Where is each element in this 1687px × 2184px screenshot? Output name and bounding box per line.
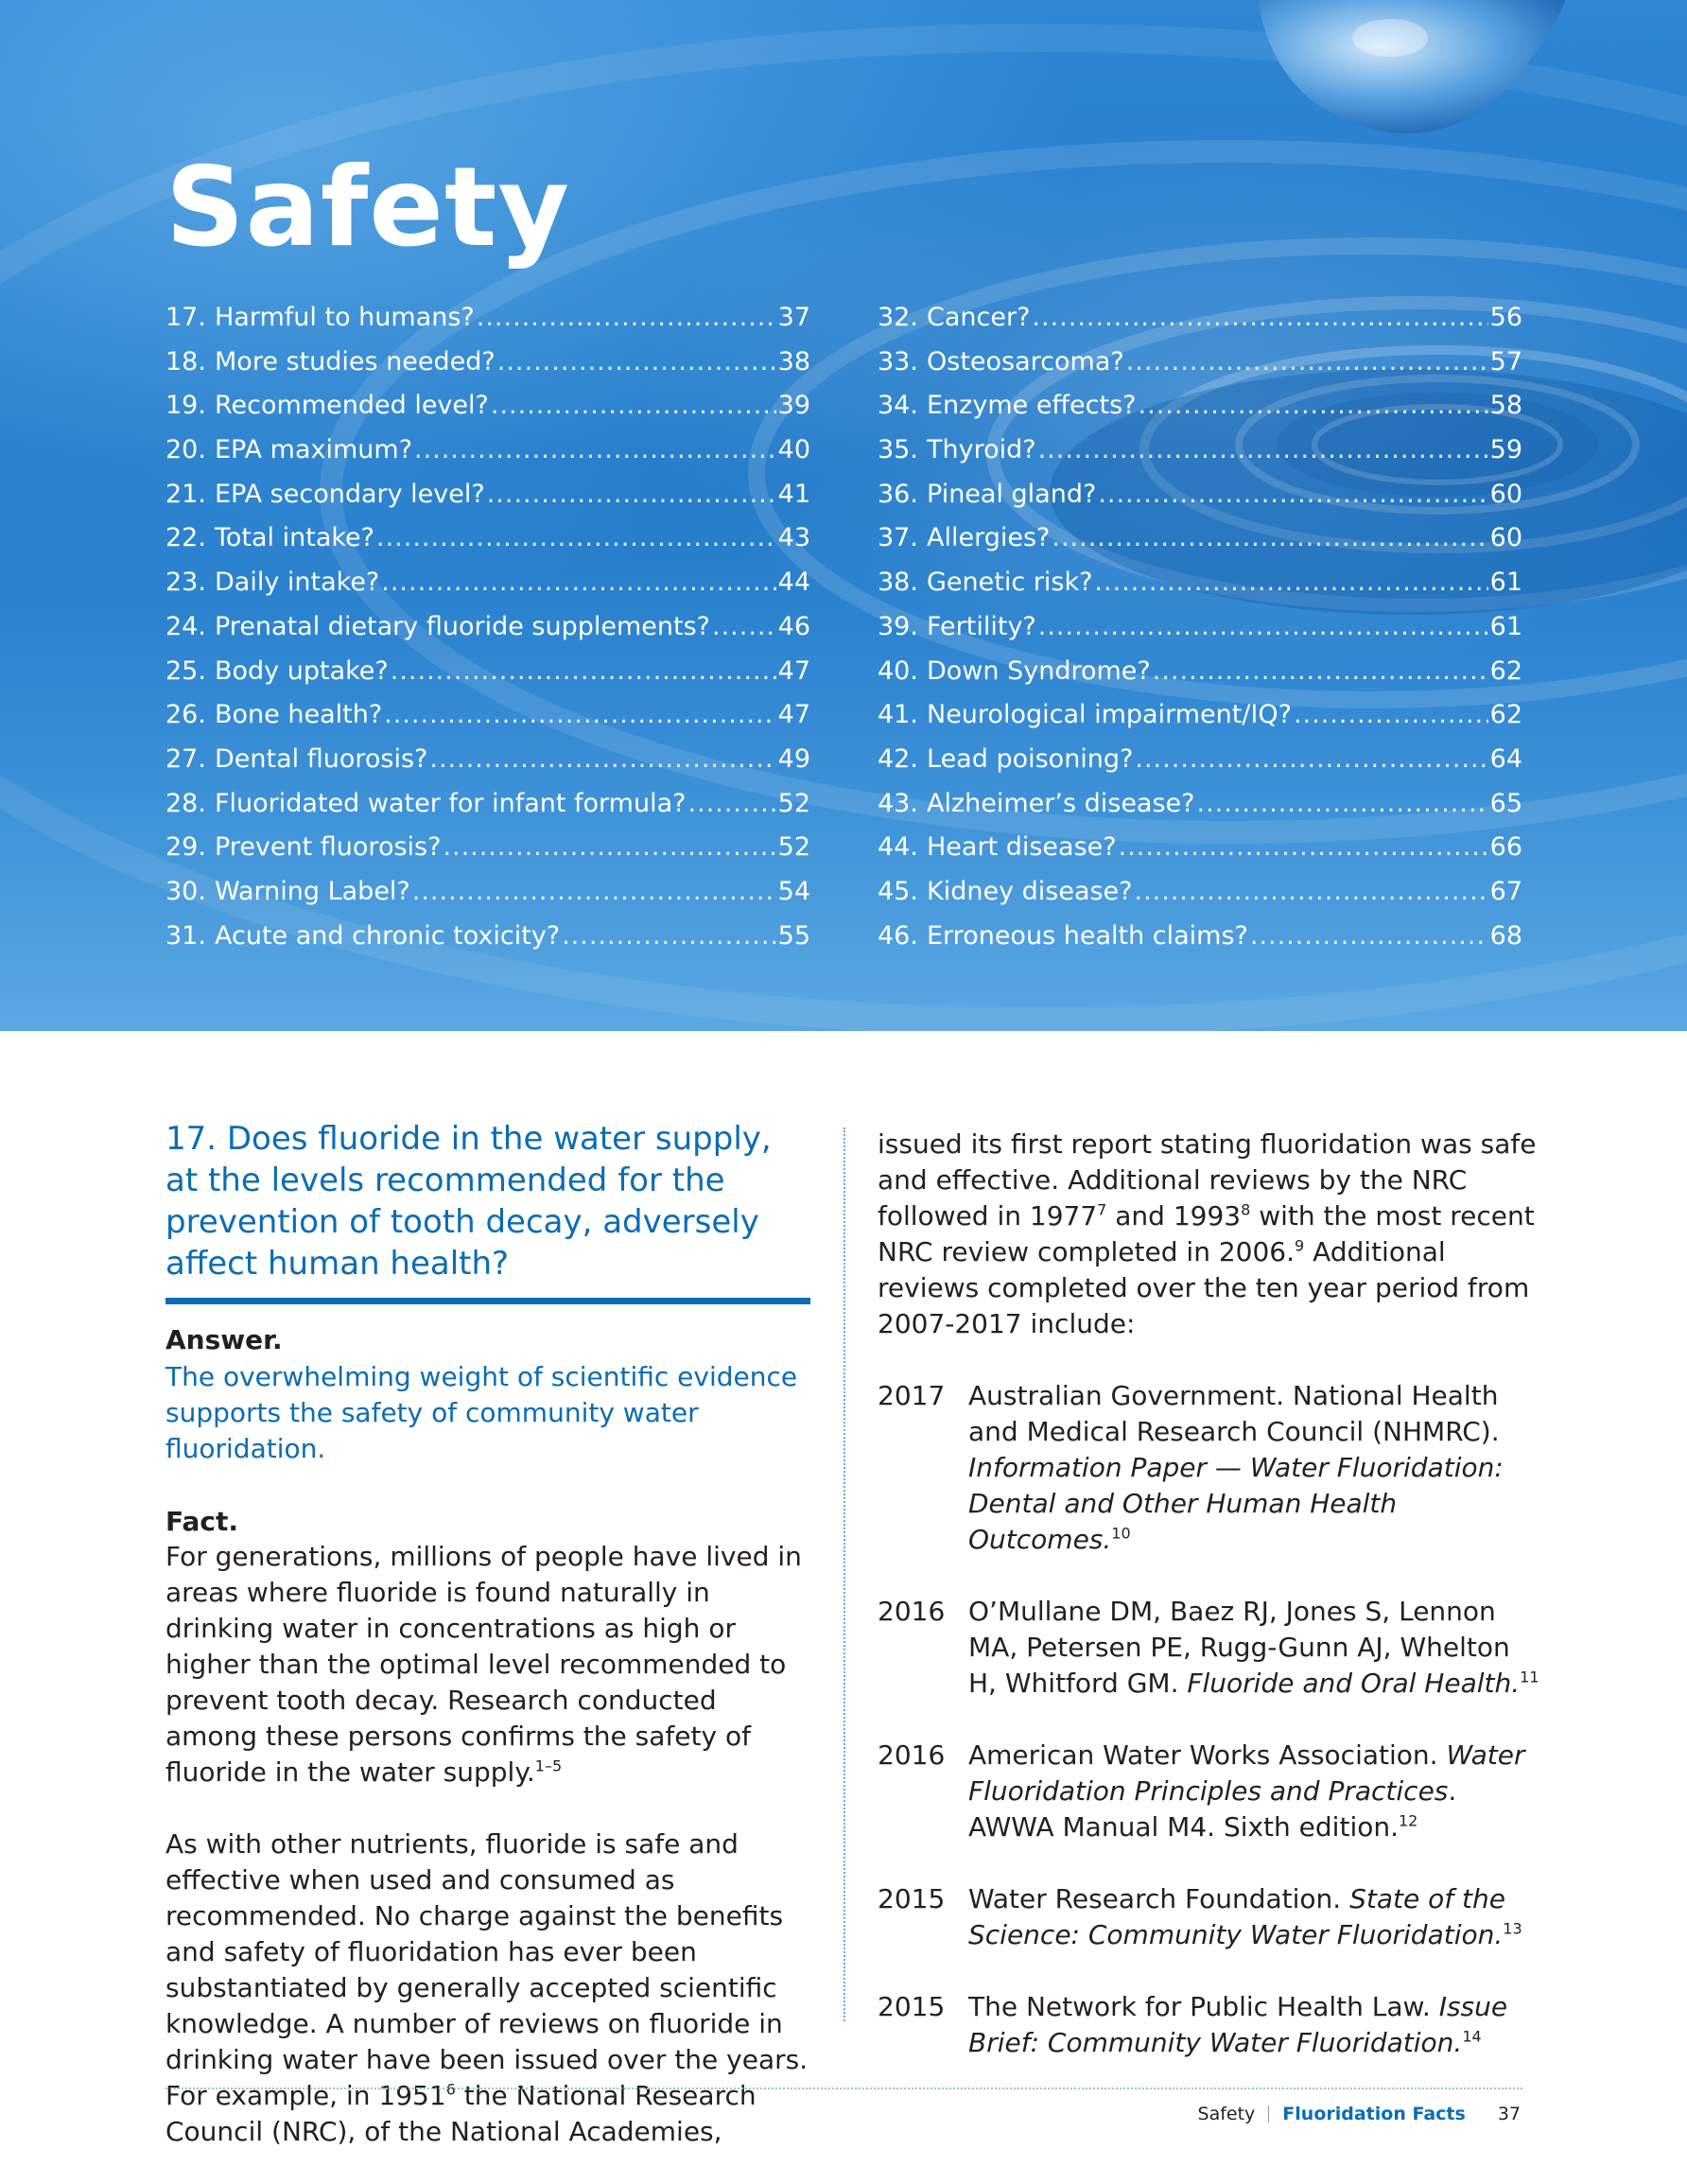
- toc-item-number: 43.: [878, 788, 918, 818]
- toc-item[interactable]: [878, 877, 1522, 921]
- toc-item-page: 47: [777, 655, 810, 686]
- footer-divider: [165, 2088, 1522, 2089]
- toc-dot-leader: [376, 523, 776, 552]
- citation-superscript: 14: [1462, 2027, 1482, 2046]
- toc-dot-leader: [1138, 391, 1487, 420]
- toc-item-page: 58: [1489, 391, 1522, 421]
- toc-item-page: 60: [1489, 523, 1522, 553]
- toc-item[interactable]: [878, 832, 1522, 877]
- reference-year: 2015: [878, 1883, 946, 1914]
- toc-item-number: 25.: [165, 655, 206, 686]
- toc-item-page: 59: [1489, 435, 1522, 465]
- toc-dot-leader: [1094, 568, 1487, 597]
- toc-item[interactable]: [878, 921, 1522, 966]
- reference-year: 2016: [878, 1596, 946, 1627]
- toc-item-label: Dental fluorosis?: [215, 743, 428, 774]
- toc-dot-leader: [412, 877, 776, 906]
- toc-item-number: 21.: [165, 479, 206, 509]
- toc-item[interactable]: [165, 523, 810, 568]
- toc-item-page: 62: [1489, 655, 1522, 686]
- toc-item-label: Kidney disease?: [927, 876, 1133, 906]
- reference-title: Information Paper — Water Fluoridation: Dental and Other Human Health Outcomes.: [968, 1452, 1504, 1555]
- toc-item-label: Enzyme effects?: [927, 391, 1137, 421]
- toc-item-page: 61: [1489, 611, 1522, 641]
- reference-text: [968, 1378, 1539, 1558]
- toc-item-label: Down Syndrome?: [927, 655, 1151, 686]
- toc-item-label: More studies needed?: [215, 346, 496, 376]
- toc-item-label: Prenatal dietary fluoride supplements?: [215, 611, 710, 641]
- citation-superscript: 12: [1399, 1811, 1418, 1830]
- toc-item-number: 17.: [165, 303, 206, 332]
- toc-item[interactable]: [878, 347, 1522, 392]
- toc-item[interactable]: [878, 612, 1522, 656]
- toc-right-column: [878, 303, 1522, 965]
- citation-superscript: 7: [1097, 1200, 1107, 1219]
- toc-dot-leader: [1126, 347, 1488, 376]
- toc-dot-leader: [1197, 789, 1488, 818]
- toc-item[interactable]: [165, 303, 810, 347]
- toc-item-number: 19.: [165, 391, 206, 421]
- toc-item-label: Genetic risk?: [927, 568, 1093, 598]
- toc-dot-leader: [1038, 612, 1488, 641]
- toc-dot-leader: [1153, 656, 1488, 686]
- toc-item[interactable]: [165, 391, 810, 435]
- toc-item-number: 34.: [878, 391, 918, 421]
- column-divider: [844, 1127, 845, 2021]
- toc-dot-leader: [1135, 744, 1487, 774]
- toc-item-page: 54: [777, 876, 810, 906]
- toc-dot-leader: [429, 744, 775, 774]
- toc-item-label: Heart disease?: [927, 832, 1117, 863]
- toc-dot-leader: [443, 832, 775, 862]
- toc-item[interactable]: [878, 435, 1522, 480]
- toc-item-page: 41: [777, 479, 810, 509]
- toc-item-page: 47: [777, 700, 810, 730]
- footer-page-number: 37: [1497, 2104, 1521, 2124]
- toc-item-page: 62: [1489, 700, 1522, 730]
- toc-item[interactable]: [165, 435, 810, 480]
- toc-item-page: 52: [777, 832, 810, 863]
- toc-item-number: 31.: [165, 920, 206, 951]
- toc-dot-leader: [1250, 921, 1488, 951]
- review-reference: [878, 1881, 1539, 1953]
- toc-item-label: Daily intake?: [215, 568, 380, 598]
- toc-item-label: Warning Label?: [215, 876, 410, 906]
- toc-item-label: Osteosarcoma?: [927, 346, 1124, 376]
- reference-title: Issue Brief: Community Water Fluoridation.: [968, 1991, 1508, 2058]
- toc-item-label: Total intake?: [215, 523, 375, 553]
- toc-item-page: 55: [777, 920, 810, 951]
- fact-paragraph-2: [165, 1826, 810, 2150]
- toc-dot-leader: [384, 700, 775, 729]
- question-underline: [165, 1298, 810, 1304]
- toc-item-page: 52: [777, 788, 810, 818]
- toc-item[interactable]: [878, 568, 1522, 612]
- reference-title: Water Fluoridation Principles and Practices: [968, 1739, 1525, 1807]
- reference-title: Fluoride and Oral Health.: [1187, 1668, 1521, 1699]
- article-right-column: [878, 1127, 1539, 2061]
- reviews-intro-text-c: with the most recent NRC review completed in 2006.: [878, 1200, 1535, 1267]
- reference-text: [968, 1594, 1539, 1702]
- toc-item-label: Allergies?: [927, 523, 1051, 553]
- reviews-intro-text-a: issued its first report stating fluoridation was safe and effective. Additional reviews by the NRC followed in 1977: [878, 1128, 1537, 1232]
- toc-item-label: Fertility?: [927, 611, 1036, 641]
- fact-paragraph-2-text-b: the National Research Council (NRC), of the National Academies,: [165, 2080, 757, 2147]
- toc-item-label: Cancer?: [927, 303, 1031, 332]
- toc-item[interactable]: [878, 656, 1522, 701]
- toc-item[interactable]: [878, 303, 1522, 347]
- review-reference: [878, 1738, 1539, 1845]
- toc-item-page: 68: [1489, 920, 1522, 951]
- toc-item[interactable]: [878, 523, 1522, 568]
- toc-item-label: Thyroid?: [927, 435, 1036, 465]
- toc-item-number: 46.: [878, 920, 918, 951]
- toc-item-number: 27.: [165, 743, 206, 774]
- toc-item-number: 37.: [878, 523, 918, 553]
- toc-item-label: Bone health?: [215, 700, 383, 730]
- citation-superscript: 1–5: [534, 1756, 563, 1775]
- footer-separator: [1268, 2105, 1269, 2123]
- toc-item-label: Erroneous health claims?: [927, 920, 1248, 951]
- reference-year: 2015: [878, 1991, 946, 2022]
- toc-dot-leader: [491, 391, 776, 420]
- toc-item[interactable]: [878, 744, 1522, 789]
- reference-source: The Network for Public Health Law.: [968, 1991, 1439, 2022]
- toc-item-number: 44.: [878, 832, 918, 863]
- review-reference: [878, 1594, 1539, 1702]
- reviews-intro-text-d: Additional reviews completed over the ten year period from 2007-2017 include:: [878, 1236, 1530, 1339]
- reference-text: [968, 1989, 1539, 2061]
- toc-item-label: Alzheimer’s disease?: [927, 788, 1195, 818]
- toc-dot-leader: [414, 435, 776, 464]
- reference-source: O’Mullane DM, Baez RJ, Jones S, Lennon MA, Petersen PE, Rugg-Gunn AJ, Whelton H, Whitford GM.: [968, 1596, 1510, 1699]
- toc-item-page: 37: [777, 303, 810, 332]
- review-reference: [878, 1989, 1539, 2061]
- toc-item[interactable]: [165, 921, 810, 966]
- toc-dot-leader: [487, 480, 776, 509]
- toc-item-label: Fluoridated water for infant formula?: [215, 788, 687, 818]
- citation-superscript: 9: [1295, 1236, 1305, 1255]
- toc-item[interactable]: [165, 347, 810, 392]
- toc-dot-leader: [1032, 303, 1487, 332]
- toc-dot-leader: [477, 303, 776, 332]
- reference-source: American Water Works Association.: [968, 1739, 1447, 1771]
- toc-item-number: 33.: [878, 346, 918, 376]
- citation-superscript: 11: [1520, 1668, 1539, 1686]
- toc-item-number: 32.: [878, 303, 918, 332]
- toc-item-page: 64: [1489, 743, 1522, 774]
- toc-item-page: 56: [1489, 303, 1522, 332]
- reference-text: [968, 1881, 1539, 1953]
- footer-publication-title: Fluoridation Facts: [1282, 2104, 1466, 2124]
- toc-dot-leader: [497, 347, 776, 376]
- toc-item[interactable]: [165, 612, 810, 656]
- reference-details: . AWWA Manual M4. Sixth edition.: [968, 1775, 1457, 1843]
- toc-item-number: 24.: [165, 611, 206, 641]
- toc-item-number: 45.: [878, 876, 918, 906]
- toc-item[interactable]: [165, 568, 810, 612]
- toc-dot-leader: [712, 612, 776, 641]
- toc-item-number: 41.: [878, 700, 918, 730]
- toc-dot-leader: [1119, 832, 1488, 862]
- toc-item-number: 29.: [165, 832, 206, 863]
- review-reference-list: [878, 1378, 1539, 2061]
- page-title: Safety: [165, 144, 571, 271]
- toc-item[interactable]: [165, 480, 810, 524]
- question-heading: 17. Does fluoride in the water supply, at the levels recommended for the prevention of tooth decay, adversely affect human health?: [165, 1120, 772, 1283]
- toc-item-label: Acute and chronic toxicity?: [215, 920, 561, 951]
- toc-dot-leader: [1052, 523, 1487, 552]
- toc-item[interactable]: [878, 480, 1522, 524]
- toc-item-label: Neurological impairment/IQ?: [927, 700, 1292, 730]
- toc-dot-leader: [381, 568, 775, 597]
- toc-item[interactable]: [878, 391, 1522, 435]
- toc-item-page: 43: [777, 523, 810, 553]
- reference-year: 2016: [878, 1739, 946, 1771]
- answer-label: Answer.: [165, 1324, 283, 1355]
- reference-text: [968, 1738, 1539, 1845]
- toc-item-number: 42.: [878, 743, 918, 774]
- toc-item-number: 18.: [165, 346, 206, 376]
- toc-item-label: Prevent fluorosis?: [215, 832, 442, 863]
- toc-item-number: 23.: [165, 568, 206, 598]
- toc-item-number: 22.: [165, 523, 206, 553]
- toc-left-column: [165, 303, 810, 965]
- toc-item-page: 57: [1489, 346, 1522, 376]
- toc-dot-leader: [1098, 480, 1487, 509]
- toc-item-page: 39: [777, 391, 810, 421]
- toc-item[interactable]: [165, 789, 810, 833]
- toc-item[interactable]: [165, 656, 810, 701]
- review-reference: [878, 1378, 1539, 1558]
- toc-item-page: 49: [777, 743, 810, 774]
- fact-paragraph-1-text: For generations, millions of people have lived in areas where fluoride is found naturally in drinking water in concentrations as high or higher than the optimal level recommended to prevent tooth decay. Research conducted among these persons confirms the safety of fluoride in the water supply.: [165, 1541, 802, 1788]
- reference-title: State of the Science: Community Water Fluoridation.: [968, 1883, 1505, 1950]
- answer-text: The overwhelming weight of scientific evidence supports the safety of community water fluoridation.: [165, 1361, 798, 1464]
- toc-dot-leader: [1294, 700, 1488, 729]
- hero-banner: [0, 0, 1687, 1031]
- toc-item-number: 20.: [165, 435, 206, 465]
- toc-item-number: 30.: [165, 876, 206, 906]
- fact-label: Fact.: [165, 1506, 238, 1537]
- citation-superscript: 8: [1241, 1200, 1251, 1219]
- citation-superscript: 10: [1111, 1524, 1131, 1543]
- toc-item-number: 38.: [878, 568, 918, 598]
- toc-dot-leader: [562, 921, 776, 951]
- toc-item-label: EPA maximum?: [215, 435, 413, 465]
- toc-dot-leader: [1135, 877, 1488, 906]
- toc-item-page: 66: [1489, 832, 1522, 863]
- toc-item-label: EPA secondary level?: [215, 479, 485, 509]
- toc-item[interactable]: [165, 700, 810, 744]
- toc-item-page: 40: [777, 435, 810, 465]
- toc-item-number: 28.: [165, 788, 206, 818]
- toc-item-page: 67: [1489, 876, 1522, 906]
- toc-item-number: 26.: [165, 700, 206, 730]
- toc-item-number: 39.: [878, 611, 918, 641]
- toc-item[interactable]: [165, 744, 810, 789]
- toc-item-number: 36.: [878, 479, 918, 509]
- toc-item-page: 44: [777, 568, 810, 598]
- citation-superscript: 13: [1503, 1919, 1522, 1938]
- toc-item-page: 61: [1489, 568, 1522, 598]
- fact-paragraph-2-text-a: As with other nutrients, fluoride is safe and effective when used and consumed as recommended. No charge against the benefits and safety of fluoridation has ever been substantiated by generally accepted scientific knowledge. A number of reviews on fluoride in drinking water have been issued over the years. For example, in 1951: [165, 1828, 809, 2111]
- toc-item-label: Recommended level?: [215, 391, 489, 421]
- toc-item[interactable]: [165, 832, 810, 877]
- toc-item-page: 46: [777, 611, 810, 641]
- toc-item-number: 40.: [878, 655, 918, 686]
- toc-item-label: Pineal gland?: [927, 479, 1097, 509]
- reference-source: Australian Government. National Health and Medical Research Council (NHMRC).: [968, 1380, 1500, 1447]
- page-footer: [1198, 2100, 1521, 2128]
- toc-dot-leader: [1038, 435, 1488, 464]
- footer-section-name: Safety: [1197, 2104, 1256, 2124]
- toc-item-page: 65: [1489, 788, 1522, 818]
- toc-dot-leader: [687, 789, 775, 818]
- citation-superscript: 6: [445, 2080, 456, 2099]
- toc-item-label: Harmful to humans?: [215, 303, 475, 332]
- toc-item[interactable]: [878, 789, 1522, 833]
- article-left-column: [165, 1118, 810, 2150]
- reference-year: 2017: [878, 1380, 946, 1411]
- reviews-intro-paragraph: [878, 1127, 1539, 1342]
- toc-dot-leader: [391, 656, 776, 686]
- toc-item-page: 60: [1489, 479, 1522, 509]
- toc-item-label: Body uptake?: [215, 655, 389, 686]
- toc-item-page: 38: [777, 346, 810, 376]
- toc-item-label: Lead poisoning?: [927, 743, 1134, 774]
- toc-item[interactable]: [878, 700, 1522, 744]
- toc-item-number: 35.: [878, 435, 918, 465]
- toc-item[interactable]: [165, 877, 810, 921]
- reference-source: Water Research Foundation.: [968, 1883, 1350, 1914]
- reviews-intro-text-b: and 1993: [1106, 1200, 1242, 1232]
- fact-paragraph-1: [165, 1539, 810, 1791]
